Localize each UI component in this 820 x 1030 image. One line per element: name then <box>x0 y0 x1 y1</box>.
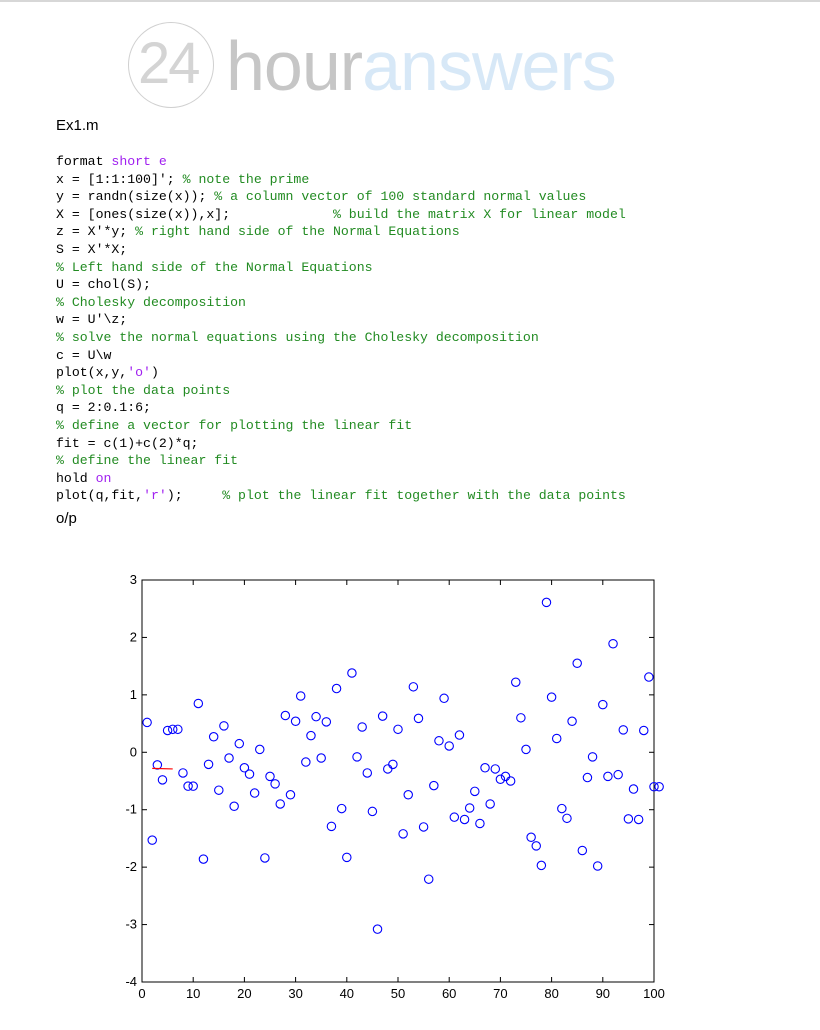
y-tick-label: -3 <box>125 916 137 932</box>
x-tick-label: 70 <box>493 986 508 1001</box>
code-comment: % solve the normal equations using the Cholesky decomposition <box>56 329 539 345</box>
y-tick-label: -1 <box>125 801 137 817</box>
x-tick-label: 50 <box>390 986 406 1001</box>
y-tick-label: -4 <box>125 974 137 989</box>
code-line <box>56 241 626 259</box>
code-comment: % a column vector of 100 standard normal values <box>214 189 587 205</box>
code-text: S = X'*X; <box>56 241 128 257</box>
logo-wordmark <box>226 26 616 106</box>
x-tick-label: 30 <box>288 986 303 1001</box>
code-line <box>56 276 626 294</box>
x-tick-label: 20 <box>237 986 252 1001</box>
x-tick-label: 0 <box>138 986 146 1001</box>
code-keyword: 'o' <box>127 365 151 381</box>
y-tick-label: 3 <box>129 572 137 587</box>
y-tick-label: 0 <box>129 744 137 760</box>
code-text: x = [1:1:100]'; <box>56 171 183 187</box>
code-text: w = U'\z; <box>56 312 128 328</box>
logo-number: 24 <box>138 31 199 96</box>
code-line <box>56 364 626 382</box>
linear-fit-line <box>152 768 172 769</box>
code-line <box>56 382 626 400</box>
code-line <box>56 435 626 453</box>
data-point <box>655 783 663 791</box>
top-border <box>0 0 820 2</box>
output-label: o/p <box>56 510 77 527</box>
code-line <box>56 399 626 417</box>
code-text: fit = c(1)+c(2)*q; <box>56 435 199 451</box>
code-line <box>56 417 626 435</box>
code-text: z = X'*y; <box>56 224 136 240</box>
logo-word-hour: hour <box>226 27 363 105</box>
x-tick-label: 90 <box>595 986 611 1001</box>
code-text: y = randn(size(x)); <box>56 189 215 205</box>
file-title: Ex1.m <box>56 117 99 134</box>
x-tick-label: 40 <box>339 986 355 1001</box>
code-line <box>56 259 626 277</box>
code-comment: % plot the data points <box>56 382 231 398</box>
code-comment: % define the linear fit <box>56 453 239 469</box>
code-line <box>56 347 626 365</box>
x-tick-label: 60 <box>441 986 457 1001</box>
code-text: ); <box>166 488 223 504</box>
scatter-plot <box>118 570 678 1022</box>
code-line <box>56 188 626 206</box>
x-tick-label: 100 <box>643 986 665 1001</box>
code-line <box>56 487 626 505</box>
code-keyword: short e <box>111 154 167 169</box>
code-line <box>56 294 626 312</box>
logo-word-answers: answers <box>362 27 616 105</box>
code-comment: % Left hand side of the Normal Equations <box>56 259 373 275</box>
code-text: format <box>56 154 112 169</box>
x-tick-label: 10 <box>185 986 201 1001</box>
code-line <box>56 223 626 241</box>
code-comment: % Cholesky decomposition <box>56 294 246 310</box>
code-line <box>56 153 626 171</box>
code-text: q = 2:0.1:6; <box>56 400 151 416</box>
code-text: plot(x,y, <box>56 365 128 381</box>
code-listing <box>56 153 626 505</box>
site-logo <box>128 22 688 112</box>
code-line <box>56 470 626 488</box>
code-line <box>56 329 626 347</box>
code-line <box>56 452 626 470</box>
code-text: c = U\w <box>56 347 112 363</box>
code-comment: % plot the linear fit together with the data points <box>222 488 626 504</box>
y-tick-label: 2 <box>129 629 137 645</box>
y-tick-label: -2 <box>125 859 137 875</box>
code-comment: % right hand side of the Normal Equations <box>135 224 460 240</box>
code-text: plot(q,fit, <box>56 488 144 504</box>
code-line <box>56 171 626 189</box>
code-text: ) <box>150 365 159 381</box>
code-comment: % build the matrix X for linear model <box>332 206 626 222</box>
code-line <box>56 311 626 329</box>
code-keyword: 'r' <box>143 488 167 504</box>
code-text: hold <box>56 470 96 486</box>
code-text: X = [ones(size(x)),x]; <box>56 206 333 222</box>
code-text: U = chol(S); <box>56 277 151 293</box>
y-tick-label: 1 <box>129 686 137 702</box>
x-tick-label: 80 <box>544 986 559 1001</box>
code-line <box>56 206 626 224</box>
code-keyword: on <box>95 470 112 486</box>
code-comment: % note the prime <box>182 171 310 187</box>
code-comment: % define a vector for plotting the linear fit <box>56 417 413 433</box>
plot-axes-box <box>142 580 654 982</box>
